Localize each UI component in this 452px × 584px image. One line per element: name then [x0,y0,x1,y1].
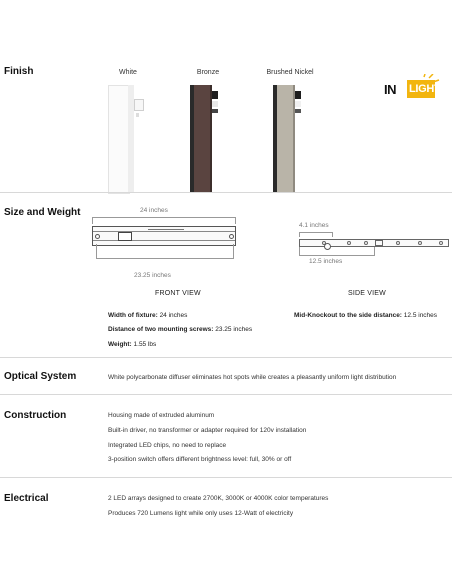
weight-spec-value: 1.55 lbs [131,341,157,348]
construction-line: Built-in driver, no transformer or adapter required for 120v installation [108,427,307,434]
optical-title: Optical System [4,371,77,382]
construction-line: Housing made of extruded aluminum [108,412,215,419]
bronze-fixture-image [190,85,224,192]
distance-spec [108,326,252,333]
electrical-line: Produces 720 Lumens light while only uses 12-Watt of electricity [108,510,294,517]
size-weight-title: Size and Weight [4,207,81,218]
front-inner-dimension: 23.25 inches [134,272,171,279]
electrical-line: 2 LED arrays designed to create 2700K, 3000K or 4000K color temperatures [108,495,329,502]
nickel-fixture-image [273,85,307,192]
front-view-drawing [92,226,236,246]
side-view-label: SIDE VIEW [348,290,386,297]
width-spec-label: Width of fixture: [108,312,158,319]
divider [0,192,452,193]
width-spec-value: 24 inches [157,312,188,319]
side-top-dimension: 4.1 inches [299,222,329,229]
width-spec [108,312,187,319]
knockout-spec [294,312,437,319]
electrical-title: Electrical [4,493,49,504]
divider [0,477,452,478]
optical-description: White polycarbonate diffuser eliminates hot spots while creates a pleasantly uniform light distribution [108,374,397,381]
divider [0,357,452,358]
side-bottom-bracket [299,247,375,256]
construction-line: Integrated LED chips, no need to replace [108,442,227,449]
finish-bronze-label: Bronze [196,69,220,76]
side-view-drawing [299,239,449,247]
distance-spec-value: 23.25 inches [213,326,253,333]
finish-title: Finish [4,66,34,77]
weight-spec-label: Weight: [108,341,132,348]
finish-white-label: White [119,69,137,76]
front-width-dimension: 24 inches [140,207,168,214]
construction-title: Construction [4,410,67,421]
distance-spec-label: Distance of two mounting screws: [108,326,214,333]
white-fixture-image [108,85,146,192]
inlight-logo [384,74,440,104]
front-width-bracket [92,217,236,224]
front-inner-bracket [96,244,234,259]
divider [0,394,452,395]
front-view-label: FRONT VIEW [155,290,201,297]
logo-light-text: LIGHT [409,83,441,95]
knockout-spec-value: 12.5 inches [401,312,438,319]
finish-nickel-label: Brushed Nickel [266,69,314,76]
logo-in-text: IN [384,82,396,97]
side-bottom-dimension: 12.5 inches [309,258,343,265]
side-top-bracket [299,232,333,237]
knockout-spec-label: Mid-Knockout to the side distance: [294,312,402,319]
construction-line: 3-position switch offers different brightness level: full, 30% or off [108,456,292,463]
weight-spec [108,341,156,348]
